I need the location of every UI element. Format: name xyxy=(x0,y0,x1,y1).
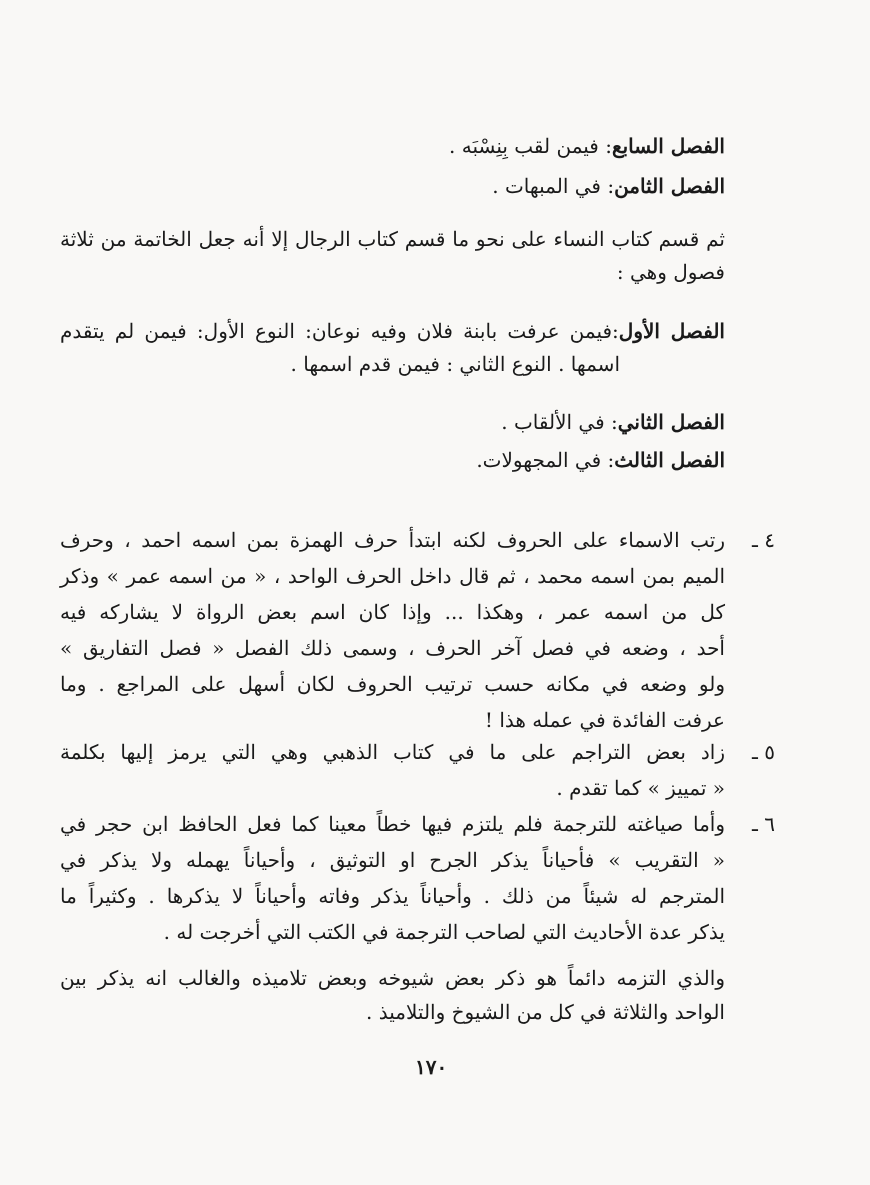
heading-text: : في المبهات . xyxy=(492,174,615,198)
item-line: وأما صياغته للترجمة فلم يلتزم فيها خطاً معينا كما فعل الحافظ ابن حجر في xyxy=(60,812,725,836)
women-chapter-1-line2: اسمها . النوع الثاني : فيمن قدم اسمها . xyxy=(290,352,620,376)
paragraph-line: والذي التزمه دائماً هو ذكر بعض شيوخه وبعض تلاميذه والغالب انه يذكر بين xyxy=(60,966,725,990)
item-line: « التقريب » فأحياناً يذكر الجرح او التوثيق ، وأحياناً يهمله ولا يذكر في xyxy=(60,848,725,872)
page-number: ١٧٠ xyxy=(415,1055,448,1079)
item-line: زاد بعض التراجم على ما في كتاب الذهبي وهي التي يرمز إليها بكلمة xyxy=(60,740,725,764)
heading-text: : فيمن لقب بِنِسْبَه . xyxy=(449,134,612,158)
item-line: « تمييز » كما تقدم . xyxy=(556,776,725,800)
item-line: رتب الاسماء على الحروف لكنه ابتدأ حرف الهمزة بمن اسمه احمد ، وحرف xyxy=(60,528,725,552)
heading-title: الفصل الثاني xyxy=(617,410,725,434)
heading-text: :فيمن عرفت بابنة فلان وفيه نوعان: النوع الأول: فيمن لم يتقدم xyxy=(60,319,619,343)
item-number: ٤ ـ xyxy=(752,528,775,552)
item-line: أحد ، وضعه في فصل آخر الحرف ، وسمى ذلك الفصل « فصل التفاريق » xyxy=(60,636,725,660)
item-number: ٦ ـ xyxy=(752,812,775,836)
heading-title: الفصل الثامن xyxy=(614,174,725,198)
item-line: عرفت الفائدة في عمله هذا ! xyxy=(484,708,725,732)
women-chapter-3 xyxy=(476,446,725,474)
item-line: المترجم له شيئاً من ذلك . وأحياناً يذكر وفاته وأحياناً لا يذكرها . وكثيراً ما xyxy=(60,884,725,908)
paragraph-line: فصول وهي : xyxy=(616,260,725,284)
women-chapter-1-line1 xyxy=(60,317,725,345)
heading-chapter-7 xyxy=(449,132,725,160)
item-number: ٥ ـ xyxy=(752,740,775,764)
heading-chapter-8 xyxy=(492,172,725,200)
heading-title: الفصل الأول xyxy=(618,319,725,343)
heading-title: الفصل السابع xyxy=(611,134,725,158)
item-line: يذكر عدة الأحاديث التي لصاحب الترجمة في الكتب التي أخرجت له . xyxy=(163,920,725,944)
heading-text: : في المجهولات. xyxy=(476,448,615,472)
item-line: ولو وضعه في مكانه حسب ترتيب الحروف لكان أسهل على المراجع . وما xyxy=(60,672,725,696)
paragraph-line: ثم قسم كتاب النساء على نحو ما قسم كتاب الرجال إلا أنه جعل الخاتمة من ثلاثة xyxy=(60,227,725,251)
item-line: كل من اسمه عمر ، وهكذا ... وإذا كان اسم بعض الرواة لا يشاركه فيه xyxy=(60,600,725,624)
paragraph-line: الواحد والثلاثة في كل من الشيوخ والتلاميذ . xyxy=(366,1000,725,1024)
heading-text: : في الألقاب . xyxy=(501,410,618,434)
item-line: الميم بمن اسمه محمد ، ثم قال داخل الحرف الواحد ، « من اسمه عمر » وذكر xyxy=(60,564,725,588)
women-chapter-2 xyxy=(501,408,725,436)
heading-title: الفصل الثالث xyxy=(614,448,725,472)
